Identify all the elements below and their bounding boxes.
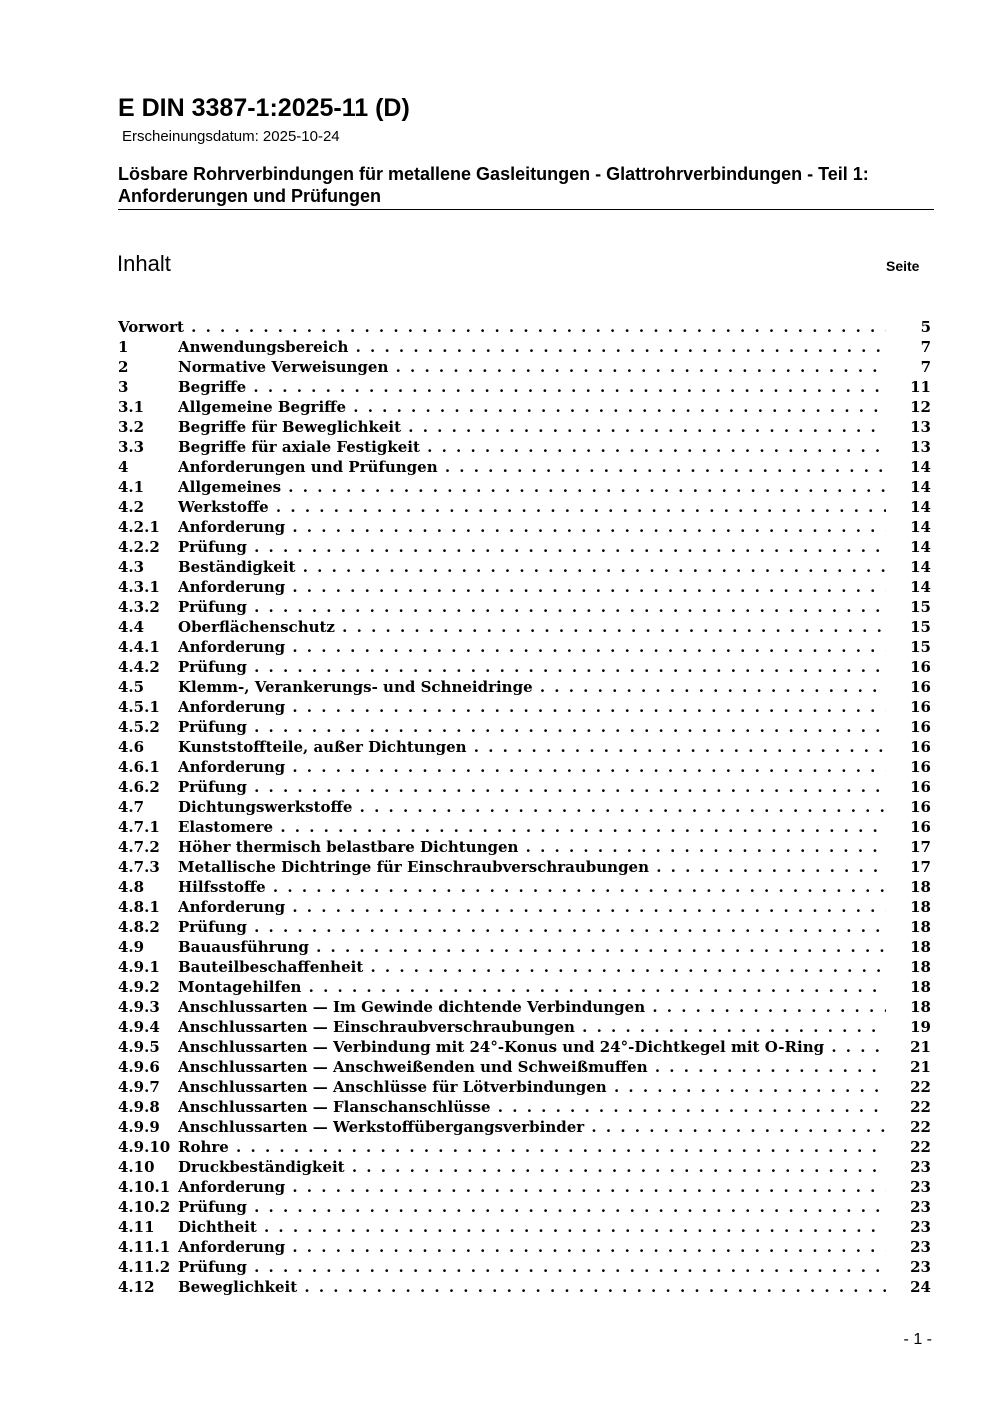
- toc-entry[interactable]: [118, 977, 931, 997]
- toc-entry-number: 4.3.2: [118, 598, 160, 616]
- toc-entry[interactable]: [118, 1057, 931, 1077]
- toc-entry-number: 3.1: [118, 398, 145, 416]
- toc-entry-label: Anschlussarten — Verbindung mit 24°-Konus und 24°-Dichtkegel mit O-Ring . . .: [178, 1037, 886, 1057]
- toc-entry-number: 4.2: [118, 498, 145, 516]
- toc-entry-label: Anforderung . . .: [178, 897, 886, 917]
- toc-entry[interactable]: [118, 657, 931, 677]
- toc-entry-page: 18: [910, 878, 931, 896]
- toc-entry[interactable]: [118, 1037, 931, 1057]
- toc-entry-label: Bauteilbeschaffenheit . . .: [178, 957, 886, 977]
- toc-entry-page: 22: [910, 1098, 931, 1116]
- toc-entry-label: Prüfung . . .: [178, 777, 886, 797]
- toc-entry[interactable]: [118, 1277, 931, 1297]
- toc-entry-number: 4.2.1: [118, 518, 160, 536]
- toc-entry-number: 4.9.7: [118, 1078, 160, 1096]
- toc-entry-page: 18: [910, 918, 931, 936]
- toc-entry-label: Anforderung . . .: [178, 1237, 886, 1257]
- toc-entry-number: 4.4: [118, 618, 145, 636]
- toc-entry-label: Prüfung . . .: [178, 537, 886, 557]
- toc-entry-number: 4.10: [118, 1158, 155, 1176]
- publication-date: Erscheinungsdatum: 2025-10-24: [122, 128, 340, 145]
- toc-entry-number: 4.10.1: [118, 1178, 171, 1196]
- toc-entry-label: Anschlussarten — Im Gewinde dichtende Verbindungen . . .: [178, 997, 886, 1017]
- toc-entry-label: Vorwort . . .: [118, 317, 886, 337]
- toc-entry-page: 16: [910, 798, 931, 816]
- toc-entry[interactable]: [118, 917, 931, 937]
- toc-entry[interactable]: [118, 397, 931, 417]
- toc-entry-page: 5: [920, 318, 931, 336]
- toc-entry-number: 4.9: [118, 938, 145, 956]
- toc-entry-number: 4.9.10: [118, 1138, 171, 1156]
- toc-entry-page: 16: [910, 718, 931, 736]
- toc-entry[interactable]: [118, 697, 931, 717]
- toc-entry-number: 4.8: [118, 878, 145, 896]
- toc-entry-label: Metallische Dichtringe für Einschraubverschraubungen . . .: [178, 857, 886, 877]
- toc-entry[interactable]: [118, 537, 931, 557]
- toc-entry-page: 18: [910, 938, 931, 956]
- toc-entry-label: Allgemeines . . .: [178, 477, 886, 497]
- toc-entry[interactable]: [118, 837, 931, 857]
- toc-entry[interactable]: [118, 997, 931, 1017]
- toc-entry-page: 15: [910, 638, 931, 656]
- toc-entry-label: Anschlussarten — Flanschanschlüsse . . .: [178, 1097, 886, 1117]
- toc-entry-label: Beweglichkeit . . .: [178, 1277, 886, 1297]
- toc-entry[interactable]: [118, 817, 931, 837]
- toc-entry-page: 16: [910, 658, 931, 676]
- toc-entry-page: 7: [920, 358, 931, 376]
- toc-entry-number: 4.9.1: [118, 958, 160, 976]
- toc-entry-number: 4.8.1: [118, 898, 160, 916]
- toc-entry[interactable]: [118, 457, 931, 477]
- toc-entry-number: 4.9.5: [118, 1038, 160, 1056]
- toc-entry-number: 4.5.1: [118, 698, 160, 716]
- toc-entry-label: Werkstoffe . . .: [178, 497, 886, 517]
- toc-entry-label: Anforderung . . .: [178, 517, 886, 537]
- toc-entry-number: 4.6.2: [118, 778, 160, 796]
- toc-heading: Inhalt: [117, 251, 171, 276]
- toc-entry-page: 16: [910, 678, 931, 696]
- toc-entry-number: 4.5: [118, 678, 145, 696]
- toc-entry-page: 13: [910, 418, 931, 436]
- toc-entry[interactable]: [118, 357, 931, 377]
- toc-entry-number: 4.7.2: [118, 838, 160, 856]
- toc-entry-page: 22: [910, 1118, 931, 1136]
- toc-entry-number: 4.11.2: [118, 1258, 171, 1276]
- toc-entry-page: 18: [910, 998, 931, 1016]
- toc-entry[interactable]: [118, 1077, 931, 1097]
- toc-entry-page: 21: [910, 1058, 931, 1076]
- toc-entry-number: 2: [118, 358, 129, 376]
- title-divider: [118, 209, 934, 210]
- toc-entry-page: 23: [910, 1258, 931, 1276]
- toc-entry-page: 16: [910, 738, 931, 756]
- toc-entry-label: Hilfsstoffe . . .: [178, 877, 886, 897]
- toc-entry[interactable]: [118, 597, 931, 617]
- page-column-label: Seite: [886, 258, 920, 274]
- toc-entry-page: 14: [910, 518, 931, 536]
- toc-entry[interactable]: [118, 1177, 931, 1197]
- toc-entry[interactable]: [118, 1157, 931, 1177]
- toc-entry-label: Anschlussarten — Anschweißenden und Schweißmuffen . . .: [178, 1057, 886, 1077]
- toc-entry-page: 23: [910, 1198, 931, 1216]
- toc-entry-label: Anschlussarten — Werkstoffübergangsverbinder . . .: [178, 1117, 886, 1137]
- toc-entry[interactable]: [118, 637, 931, 657]
- toc-entry-label: Allgemeine Begriffe . . .: [178, 397, 886, 417]
- toc-entry-page: 14: [910, 478, 931, 496]
- toc-entry-page: 16: [910, 778, 931, 796]
- toc-entry[interactable]: [118, 417, 931, 437]
- toc-entry[interactable]: [118, 777, 931, 797]
- toc-entry[interactable]: [118, 1257, 931, 1277]
- toc-entry-label: Prüfung . . .: [178, 1197, 886, 1217]
- toc-entry[interactable]: [118, 517, 931, 537]
- toc-entry[interactable]: [118, 617, 931, 637]
- toc-entry-number: 4.12: [118, 1278, 155, 1296]
- footer-page-number: - 1 -: [903, 1331, 932, 1348]
- toc-entry[interactable]: [118, 717, 931, 737]
- toc-entry[interactable]: [118, 1097, 931, 1117]
- document-title: Lösbare Rohrverbindungen für metallene Gasleitungen - Glattrohrverbindungen - Teil 1: Anforderungen und Prüfungen: [118, 164, 869, 206]
- toc-entry-label: Oberflächenschutz . . .: [178, 617, 886, 637]
- toc-entry-page: 13: [910, 438, 931, 456]
- toc-entry-number: 4.4.1: [118, 638, 160, 656]
- toc-entry[interactable]: [118, 1237, 931, 1257]
- toc-entry-label: Anforderung . . .: [178, 757, 886, 777]
- toc-entry-page: 19: [910, 1018, 931, 1036]
- toc-entry-page: 14: [910, 578, 931, 596]
- toc-entry-label: Anforderungen und Prüfungen . . .: [178, 457, 886, 477]
- toc-entry-number: 4.6: [118, 738, 145, 756]
- toc-entry-label: Bauausführung . . .: [178, 937, 886, 957]
- toc-entry-label: Begriffe für Beweglichkeit . . .: [178, 417, 886, 437]
- toc-entry[interactable]: [118, 1117, 931, 1137]
- toc-entry-label: Elastomere . . .: [178, 817, 886, 837]
- toc-entry-page: 11: [910, 378, 931, 396]
- toc-entry-number: 4.9.9: [118, 1118, 160, 1136]
- toc-entry[interactable]: [118, 317, 931, 337]
- toc-entry-number: 4: [118, 458, 129, 476]
- toc-entry[interactable]: [118, 857, 931, 877]
- toc-entry-number: 4.10.2: [118, 1198, 171, 1216]
- toc-entry[interactable]: [118, 377, 931, 397]
- toc-entry-label: Anschlussarten — Einschraubverschraubungen . . .: [178, 1017, 886, 1037]
- toc-entry[interactable]: [118, 337, 931, 357]
- toc-entry-number: 4.5.2: [118, 718, 160, 736]
- toc-entry-label: Anforderung . . .: [178, 577, 886, 597]
- toc-entry[interactable]: [118, 437, 931, 457]
- toc-entry-page: 16: [910, 758, 931, 776]
- toc-entry-page: 16: [910, 698, 931, 716]
- toc-entry-label: Anforderung . . .: [178, 1177, 886, 1197]
- toc-entry-page: 24: [910, 1278, 931, 1296]
- toc-entry-number: 4.9.2: [118, 978, 160, 996]
- toc-entry-number: 4.11: [118, 1218, 155, 1236]
- toc-entry-page: 23: [910, 1178, 931, 1196]
- toc-entry-page: 7: [920, 338, 931, 356]
- toc-entry-number: 4.3.1: [118, 578, 160, 596]
- toc-entry-label: Höher thermisch belastbare Dichtungen . . .: [178, 837, 886, 857]
- toc-entry-label: Prüfung . . .: [178, 657, 886, 677]
- toc-entry-label: Druckbeständigkeit . . .: [178, 1157, 886, 1177]
- toc-entry[interactable]: [118, 797, 931, 817]
- toc-entry-page: 22: [910, 1138, 931, 1156]
- toc-entry-number: 4.7: [118, 798, 145, 816]
- toc-entry-label: Begriffe für axiale Festigkeit . . .: [178, 437, 886, 457]
- toc-entry-label: Prüfung . . .: [178, 1257, 886, 1277]
- toc-entry-label: Beständigkeit . . .: [178, 557, 886, 577]
- toc-entry[interactable]: [118, 577, 931, 597]
- toc-entry-label: Prüfung . . .: [178, 597, 886, 617]
- toc-entry[interactable]: [118, 957, 931, 977]
- toc-entry[interactable]: [118, 1017, 931, 1037]
- toc-entry-number: 4.4.2: [118, 658, 160, 676]
- toc-entry-label: Anforderung . . .: [178, 637, 886, 657]
- toc-entry[interactable]: [118, 897, 931, 917]
- toc-entry-page: 15: [910, 618, 931, 636]
- toc-entry[interactable]: [118, 737, 931, 757]
- toc-entry-number: 4.9.3: [118, 998, 160, 1016]
- toc-entry-number: 4.9.8: [118, 1098, 160, 1116]
- toc-entry-label: Prüfung . . .: [178, 917, 886, 937]
- toc-entry[interactable]: [118, 757, 931, 777]
- toc-entry-page: 23: [910, 1218, 931, 1236]
- toc-entry[interactable]: [118, 877, 931, 897]
- toc-entry-label: Montagehilfen . . .: [178, 977, 886, 997]
- toc-entry[interactable]: [118, 937, 931, 957]
- table-of-contents: [118, 317, 931, 1297]
- toc-entry-number: 1: [118, 338, 129, 356]
- toc-entry-label: Rohre . . .: [178, 1137, 886, 1157]
- toc-entry-page: 22: [910, 1078, 931, 1096]
- toc-entry-number: 4.8.2: [118, 918, 160, 936]
- toc-entry-page: 21: [910, 1038, 931, 1056]
- toc-entry-number: 4.7.1: [118, 818, 160, 836]
- toc-entry-label: Anwendungsbereich . . .: [178, 337, 886, 357]
- toc-entry-page: 12: [910, 398, 931, 416]
- toc-entry-page: 18: [910, 978, 931, 996]
- toc-entry-page: 18: [910, 898, 931, 916]
- toc-entry-label: Dichtungswerkstoffe . . .: [178, 797, 886, 817]
- toc-entry-label: Anschlussarten — Anschlüsse für Lötverbindungen . . .: [178, 1077, 886, 1097]
- toc-entry-page: 14: [910, 558, 931, 576]
- toc-entry-number: 4.9.4: [118, 1018, 160, 1036]
- toc-entry-label: Kunststoffteile, außer Dichtungen . . .: [178, 737, 886, 757]
- toc-entry-page: 17: [910, 858, 931, 876]
- toc-entry[interactable]: [118, 477, 931, 497]
- toc-entry-page: 23: [910, 1238, 931, 1256]
- toc-entry-number: 3.2: [118, 418, 145, 436]
- toc-entry-page: 15: [910, 598, 931, 616]
- toc-entry-page: 14: [910, 498, 931, 516]
- toc-entry-label: Prüfung . . .: [178, 717, 886, 737]
- toc-entry-number: 4.2.2: [118, 538, 160, 556]
- toc-entry-number: 4.1: [118, 478, 145, 496]
- toc-entry[interactable]: [118, 497, 931, 517]
- toc-entry-page: 14: [910, 458, 931, 476]
- toc-entry[interactable]: [118, 677, 931, 697]
- toc-entry-label: Dichtheit . . .: [178, 1217, 886, 1237]
- toc-entry-number: 4.9.6: [118, 1058, 160, 1076]
- toc-entry[interactable]: [118, 1217, 931, 1237]
- toc-entry-number: 3: [118, 378, 129, 396]
- toc-entry-page: 23: [910, 1158, 931, 1176]
- document-id: E DIN 3387-1:2025-11 (D): [118, 94, 410, 122]
- toc-entry-label: Normative Verweisungen . . .: [178, 357, 886, 377]
- toc-entry-number: 4.11.1: [118, 1238, 171, 1256]
- toc-entry[interactable]: [118, 1137, 931, 1157]
- toc-entry-label: Anforderung . . .: [178, 697, 886, 717]
- toc-entry-label: Begriffe . . .: [178, 377, 886, 397]
- toc-entry-number: 3.3: [118, 438, 145, 456]
- toc-entry-label: Klemm-, Verankerungs- und Schneidringe . . .: [178, 677, 886, 697]
- toc-entry-number: 4.3: [118, 558, 145, 576]
- toc-entry[interactable]: [118, 1197, 931, 1217]
- toc-entry-page: 18: [910, 958, 931, 976]
- toc-entry-number: 4.6.1: [118, 758, 160, 776]
- toc-entry[interactable]: [118, 557, 931, 577]
- toc-entry-page: 14: [910, 538, 931, 556]
- toc-entry-page: 17: [910, 838, 931, 856]
- toc-entry-number: 4.7.3: [118, 858, 160, 876]
- toc-entry-page: 16: [910, 818, 931, 836]
